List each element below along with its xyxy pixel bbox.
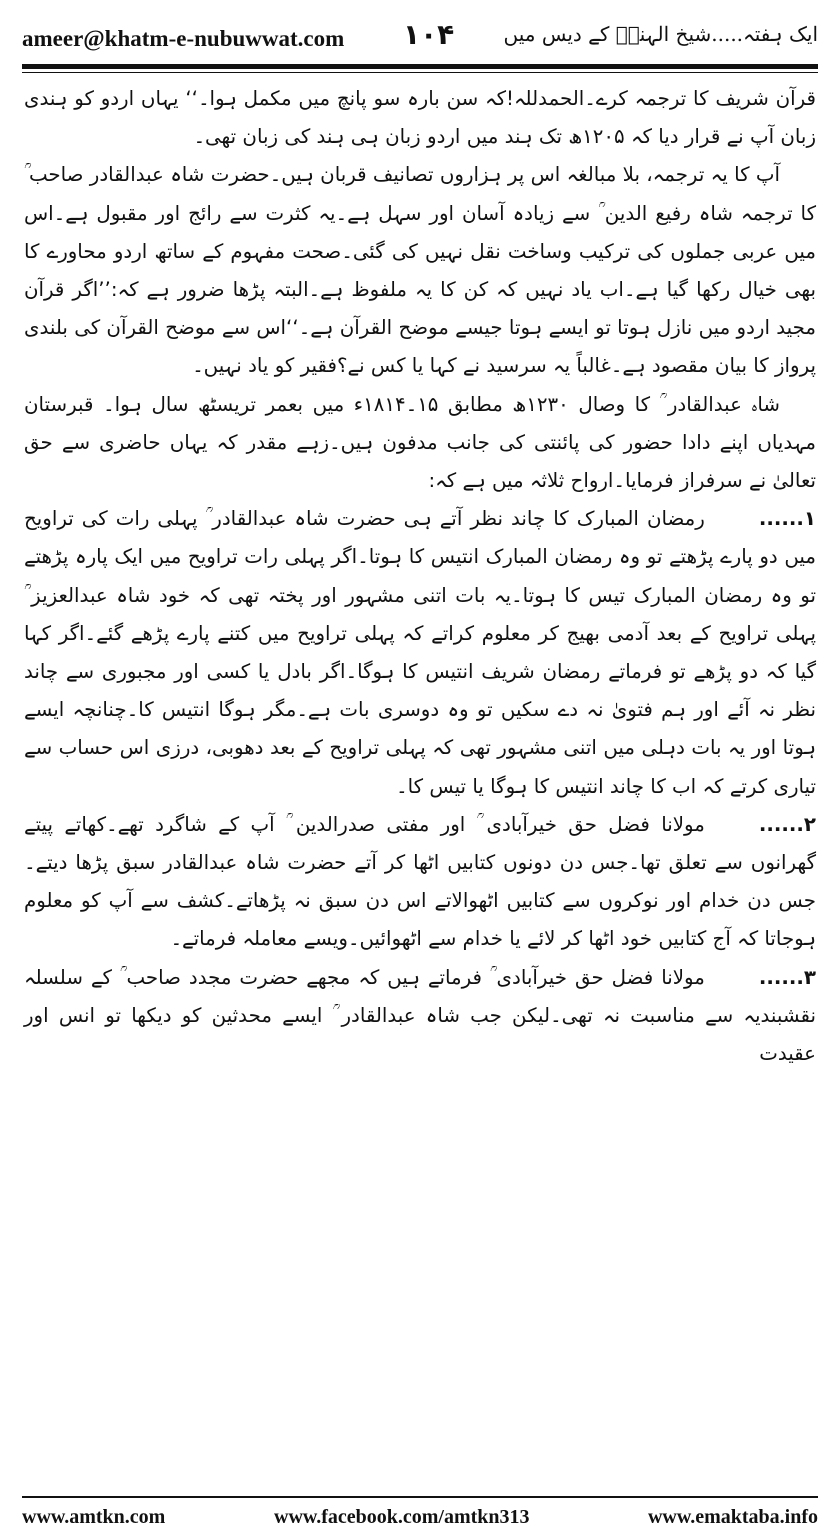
footer-link-facebook[interactable]: www.facebook.com/amtkn313	[274, 1506, 530, 1528]
list-item-text: مولانا فضل حق خیرآبادی ؒ فرماتے ہیں کہ مجھے حضرت مجدد صاحب ؒ کے سلسلہ نقشبندیہ سے مناسبت نہ تھی۔لیکن جب شاہ عبدالقادر ؒ ایسے محدثین کو دیکھا تو انس اور عقیدت	[24, 965, 816, 1066]
page-header	[22, 12, 818, 68]
header-rule-thick	[22, 64, 818, 69]
paragraph: قرآن شریف کا ترجمہ کرے۔الحمدللہ!کہ سن بارہ سو پانچ میں مکمل ہوا۔‘‘ یہاں اردو کو ہندی زبان آپ نے قرار دیا کہ ۱۲۰۵ھ تک ہند میں اردو زبان ہی ہند کی زبان تھی۔	[24, 87, 816, 149]
paragraph: آپ کا یہ ترجمہ، بلا مبالغہ اس پر ہزاروں تصانیف قربان ہیں۔حضرت شاہ عبدالقادر صاحب ؒ کا ترجمہ شاہ رفیع الدین ؒ سے زیادہ آسان اور سہل ہے۔یہ کثرت سے رائج اور مقبول ہے۔اس میں عربی جملوں کی ترکیب وساخت نقل نہیں کی گئی۔صحت مفہوم کے ساتھ اردو محاورے کا بھی خیال رکھا گیا ہے۔اب یاد نہیں کہ کن کا یہ ملفوظ ہے۔البتہ پڑھا ضرور ہے کہ:’’اگر قرآن مجید اردو میں نازل ہوتا تو ایسے ہوتا جیسے موضح القرآن ہے۔‘‘اس سے موضح القرآن کی بلندی پرواز کا بیان مقصود ہے۔غالباً یہ سرسید نے کہا یا کس نے؟فقیر کو یاد نہیں۔	[24, 163, 816, 378]
list-item	[24, 806, 816, 959]
running-title: ایک ہفتہ.....شیخ الہندؒ کے دیس میں	[503, 22, 818, 46]
page-footer	[22, 1506, 818, 1532]
header-email: ameer@khatm-e-nubuwwat.com	[22, 26, 345, 51]
list-item	[24, 500, 816, 806]
list-item-number: ۱......	[758, 507, 816, 531]
footer-rule	[22, 1496, 818, 1498]
paragraph: شاہ عبدالقادر ؒ کا وصال ۱۲۳۰ھ مطابق ۱۵۔۱۸۱۴ء میں بعمر تریسٹھ سال ہوا۔ قبرستان مہدیاں اپنے دادا حضور کی پائنتی کی جانب مدفون ہیں۔زہے مقدر کہ یہاں حاضری سے حق تعالیٰ نے سرفراز فرمایا۔ارواح ثلاثہ میں ہے کہ:	[24, 392, 816, 493]
list-item	[24, 959, 816, 1074]
footer-link-amtkn[interactable]: www.amtkn.com	[22, 1506, 166, 1528]
list-item-text: مولانا فضل حق خیرآبادی ؒ اور مفتی صدرالدین ؒ آپ کے شاگرد تھے۔کھاتے پیتے گھرانوں سے تعلق تھا۔جس دن دونوں کتابیں اٹھا کر آتے حضرت شاہ عبدالقادر سبق پڑھا دیتے۔جس دن خدام اور نوکروں سے کتابیں اٹھوالاتے اس دن سبق نہ پڑھاتے۔کشف سے آپ کو معلوم ہوجاتا کہ آج کتابیں خود اٹھا کر لائے یا خدام سے اٹھوائیں۔ویسے معاملہ فرماتے۔	[24, 812, 816, 951]
list-item-number: ۲......	[758, 812, 816, 836]
list-item-number: ۳......	[758, 965, 816, 989]
header-rule-thin	[22, 72, 818, 73]
footer-link-emaktaba[interactable]: www.emaktaba.info	[647, 1506, 818, 1528]
page-number: ۱۰۴	[403, 18, 455, 51]
page-body	[24, 80, 816, 1073]
list-item-text: رمضان المبارک کا چاند نظر آتے ہی حضرت شاہ عبدالقادر ؒ پہلی رات کی تراویح میں دو پارے پڑھتے تو وہ رمضان المبارک انتیس کا ہوتا۔اگر پہلی رات تراویح میں ایک پارہ پڑھتے تو وہ رمضان المبارک تیس کا ہوتا۔یہ بات اتنی مشہور اور پختہ تھی کہ خود شاہ عبدالعزیز ؒ پہلی تراویح کے بعد آدمی بھیج کر معلوم کراتے کہ پہلی تراویح میں کتنے پارے پڑھے گئے۔اگر کہا گیا کہ دو پڑھے تو فرماتے رمضان شریف انتیس کا ہوگا۔اگر بادل یا کسی اور مجبوری سے چاند نظر نہ آئے اور ہم فتویٰ نہ دے سکیں تو وہ دوسری بات ہے۔مگر ہوگا انتیس کا۔چنانچہ ایسے ہوتا اور یہ بات دہلی میں اتنی مشہور تھی کہ پہلی تراویح کے بعد دھوبی، درزی اس حساب سے تیاری کرتے کہ اب کا چاند انتیس کا ہوگا یا تیس کا۔	[24, 507, 816, 798]
